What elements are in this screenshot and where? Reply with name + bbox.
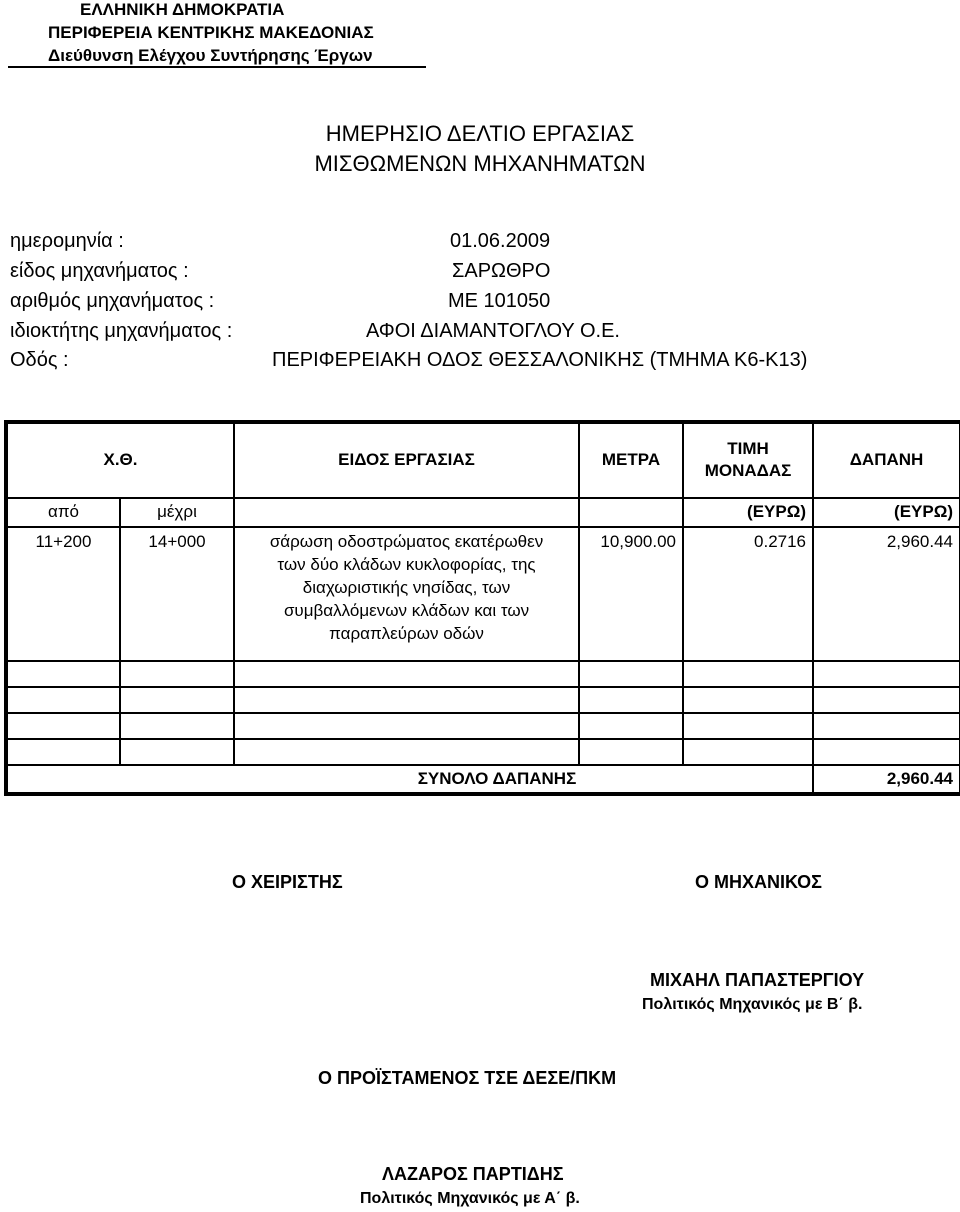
unit-price-header-line1: ΤΙΜΗ <box>727 439 769 459</box>
head-signature-title: Ο ΠΡΟΪΣΤΑΜΕΝΟΣ ΤΣΕ ΔΕΣΕ/ΠΚΜ <box>318 1068 617 1088</box>
machine-type-label: είδος μηχανήματος : <box>10 260 189 282</box>
row-meters: 10,900.00 <box>579 527 683 661</box>
owner-value: ΑΦΟΙ ΔΙΑΜΑΝΤΟΓΛΟΥ Ο.Ε. <box>366 320 620 342</box>
row-description-line: συμβαλλόμενων κλάδων και των <box>283 600 530 620</box>
row-description-line: διαχωριστικής νησίδας, των <box>302 577 511 597</box>
head-name: ΛΑΖΑΡΟΣ ΠΑΡΤΙΔΗΣ <box>382 1164 564 1184</box>
document-title: ΗΜΕΡΗΣΙΟ ΔΕΛΤΙΟ ΕΡΓΑΣΙΑΣ <box>325 121 635 146</box>
unit-price-header-line2: ΜΟΝΑΔΑΣ <box>704 461 792 481</box>
row-from: 11+200 <box>6 527 120 661</box>
machine-type-value: ΣΑΡΩΘΡΟ <box>452 260 551 282</box>
table-header-row <box>6 422 960 498</box>
row-unit-price: 0.2716 <box>683 527 813 661</box>
road-label: Οδός : <box>10 349 69 371</box>
owner-label: ιδιοκτήτης μηχανήματος : <box>10 320 233 342</box>
head-rank: Πολιτικός Μηχανικός με Α΄ β. <box>360 1190 580 1207</box>
date-value: 01.06.2009 <box>450 230 551 252</box>
row-to: 14+000 <box>120 527 234 661</box>
date-label: ημερομηνία : <box>10 230 124 252</box>
total-value: 2,960.44 <box>813 765 960 794</box>
total-label: ΣΥΝΟΛΟ ΔΑΠΑΝΗΣ <box>6 765 813 794</box>
table-row-empty <box>6 739 960 765</box>
chainage-header: Χ.Θ. <box>6 422 234 498</box>
engineer-name: ΜΙΧΑΗΛ ΠΑΠΑΣΤΕΡΓΙΟΥ <box>650 970 865 990</box>
row-description-line: σάρωση οδοστρώματος εκατέρωθεν <box>269 531 544 551</box>
table-row-empty <box>6 661 960 687</box>
table-row-empty <box>6 687 960 713</box>
works-table <box>4 420 960 796</box>
meters-subheader-empty <box>579 498 683 527</box>
to-subheader: μέχρι <box>120 498 234 527</box>
work-type-header: ΕΙΔΟΣ ΕΡΓΑΣΙΑΣ <box>234 422 579 498</box>
road-value: ΠΕΡΙΦΕΡΕΙΑΚΗ ΟΔΟΣ ΘΕΣΣΑΛΟΝΙΚΗΣ (ΤΜΗΜΑ Κ6-Κ13) <box>272 349 808 371</box>
header-line-2: ΠΕΡΙΦΕΡΕΙΑ ΚΕΝΤΡΙΚΗΣ ΜΑΚΕΔΟΝΙΑΣ <box>48 23 374 42</box>
from-subheader: από <box>6 498 120 527</box>
table-row-empty <box>6 713 960 739</box>
cost-header: ΔΑΠΑΝΗ <box>813 422 960 498</box>
unit-price-header <box>683 422 813 498</box>
row-description <box>234 527 579 661</box>
table-subheader-row <box>6 498 960 527</box>
operator-signature-title: Ο ΧΕΙΡΙΣΤΗΣ <box>232 872 343 892</box>
machine-number-value: ΜΕ 101050 <box>448 290 551 312</box>
header-line-3: Διεύθυνση Ελέγχου Συντήρησης Έργων <box>48 46 373 65</box>
header-line-1: ΕΛΛΗΝΙΚΗ ΔΗΜΟΚΡΑΤΙΑ <box>80 0 285 19</box>
cost-currency: (ΕΥΡΩ) <box>813 498 960 527</box>
engineer-signature-title: Ο ΜΗΧΑΝΙΚΟΣ <box>695 872 822 892</box>
unit-price-currency: (ΕΥΡΩ) <box>683 498 813 527</box>
meters-header: ΜΕΤΡΑ <box>579 422 683 498</box>
document-subtitle: ΜΙΣΘΩΜΕΝΩΝ ΜΗΧΑΝΗΜΑΤΩΝ <box>314 151 646 176</box>
table-row <box>6 527 960 661</box>
machine-number-label: αριθμός μηχανήματος : <box>10 290 215 312</box>
table-total-row <box>6 765 960 794</box>
row-description-line: των δύο κλάδων κυκλοφορίας, της <box>277 554 536 574</box>
row-cost: 2,960.44 <box>813 527 960 661</box>
engineer-rank: Πολιτικός Μηχανικός με Β΄ β. <box>642 996 863 1013</box>
row-description-line: παραπλεύρων οδών <box>329 623 484 643</box>
work-subheader-empty <box>234 498 579 527</box>
header-underline <box>8 66 426 68</box>
